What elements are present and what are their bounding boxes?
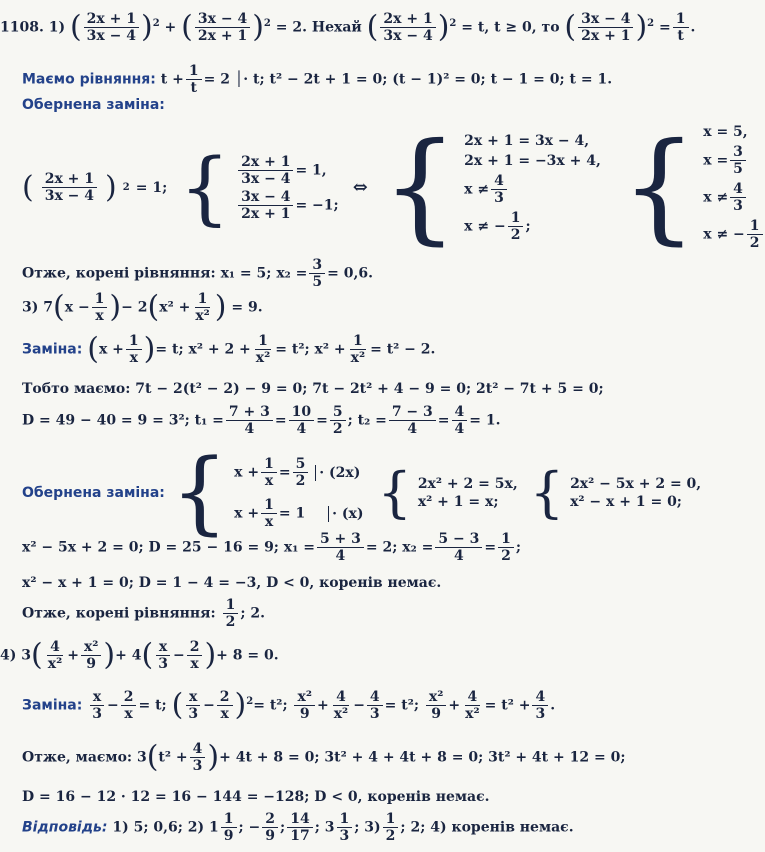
label: Маємо рівняння: bbox=[22, 71, 156, 88]
fraction: $\frac{2x + 1}{3x - 4}$ bbox=[238, 155, 293, 186]
fraction: $\frac{1}{9}$ bbox=[221, 812, 237, 843]
fraction: $\frac{14}{17}$ bbox=[287, 812, 312, 843]
fraction: $\frac{1}{t}$ bbox=[186, 64, 202, 95]
fraction: $\frac{x}{3}$ bbox=[155, 640, 171, 671]
fraction: $\frac{\text{x²}}{9}$ bbox=[426, 690, 446, 721]
fraction: $\frac{1}{\text{x²}}$ bbox=[255, 333, 271, 366]
fraction: $\frac{x}{3}$ bbox=[89, 690, 105, 721]
fraction: $\frac{1}{\text{x²}}$ bbox=[350, 333, 366, 366]
line-12: 4) 3( $\frac{4}{\text{x²}}$ + $\frac{\text{x²}}{9}$ )+ 4( $\frac{x}{3}$ − $\frac{2}{x}$ )+ 8 = 0. bbox=[0, 637, 279, 673]
fraction: $\frac{4}{4}$ bbox=[452, 405, 468, 436]
fraction: $\frac{1}{x}$ bbox=[126, 334, 142, 365]
line-4: Отже, корені рівняння: x₁ = 5; x₂ = $\frac{3}{5}$ = 0,6. bbox=[22, 257, 373, 290]
fraction: $\frac{5 + 3}{4}$ bbox=[317, 532, 364, 563]
fraction: $\frac{1}{3}$ bbox=[337, 812, 353, 843]
line-14: Отже, маємо: 3(t² + $\frac{4}{3}$ )+ 4t + 8 = 0; 3t² + 4 + 4t + 8 = 0; 3t² + 4t + 12 = 0; bbox=[22, 739, 626, 775]
fraction: $\frac{5 - 3}{4}$ bbox=[435, 532, 482, 563]
fraction: $\frac{\text{x²}}{9}$ bbox=[81, 640, 101, 671]
system-block-2: Обернена заміна: { x + $\frac{1}{x}$ = $\frac{5}{2}$ · (2x) x + $\frac{1}{x}$ = 1 · (x) { 2x² + 2 = 5x, x² + 1 = x; { 2x² − 5x + 2 = 0, x² − x + 1 = 0; bbox=[22, 440, 702, 545]
fraction: $\frac{2}{x}$ bbox=[217, 690, 233, 721]
line-13: Заміна: $\frac{x}{3}$ − $\frac{2}{x}$ = t; ( $\frac{x}{3}$ − $\frac{2}{x}$ )$^2$= t²; $\frac{\text{x²}}{9}$ + $\frac{4}{\text{x²}}$ − $\frac{4}{3}$ = t²; $\frac{\text{x²}}{9}$ + $\frac{4}{\text{x²}}$ = t² + $\frac{4}{3}$ . bbox=[22, 687, 556, 723]
answer-line: Відповідь: 1) 5; 0,6; 2) 1 $\frac{1}{9}$ ; − $\frac{2}{9}$ ; $\frac{14}{17}$ ; 3 $\frac{1}{3}$ ; 3) $\frac{1}{2}$ ; 2; 4) коренів немає. bbox=[22, 811, 574, 844]
fraction: $\frac{4}{3}$ bbox=[730, 182, 746, 213]
fraction: $\frac{1}{2}$ bbox=[747, 219, 763, 250]
fraction: $\frac{5}{2}$ bbox=[293, 457, 309, 488]
line-5: 3) 7(x − $\frac{1}{x}$ )− 2(x² + $\frac{1}{\text{x²}}$ ) = 9. bbox=[22, 289, 263, 325]
line-10: x² − x + 1 = 0; D = 1 − 4 = −3, D < 0, коренів немає. bbox=[22, 575, 442, 591]
problem-number: 1108. 1) bbox=[0, 19, 66, 36]
fraction: $\frac{3}{5}$ bbox=[730, 145, 746, 176]
fraction: $\frac{5}{2}$ bbox=[330, 405, 346, 436]
fraction: $\frac{1}{2}$ bbox=[223, 598, 239, 629]
fraction: $\frac{4}{\text{x²}}$ bbox=[465, 689, 480, 722]
fraction: $\frac{1}{2}$ bbox=[498, 532, 514, 563]
fraction: $\frac{4}{\text{x²}}$ bbox=[333, 689, 349, 722]
fraction: $\frac{3}{5}$ bbox=[309, 258, 325, 289]
fraction: $\frac{4}{3}$ bbox=[532, 690, 548, 721]
fraction: $\frac{4}{3}$ bbox=[491, 174, 507, 205]
line-9: x² − 5x + 2 = 0; D = 25 − 16 = 9; x₁ = $\frac{5 + 3}{4}$ = 2; x₂ = $\frac{5 - 3}{4}$ = $\frac{1}{2}$ ; bbox=[22, 531, 522, 564]
line-6: Заміна: (x + $\frac{1}{x}$ )= t; x² + 2 + $\frac{1}{\text{x²}}$ = t²; x² + $\frac{1}{\text{x²}}$ = t² − 2. bbox=[22, 331, 436, 367]
fraction: $\frac{2x + 1}{3x - 4}$ bbox=[42, 172, 97, 203]
fraction: $\frac{1}{x}$ bbox=[261, 498, 277, 529]
fraction: $\frac{1}{\text{x²}}$ bbox=[195, 291, 210, 324]
fraction: $\frac{2x + 1}{3x - 4}$ bbox=[84, 12, 139, 43]
fraction: $\frac{2}{x}$ bbox=[121, 690, 137, 721]
line-15: D = 16 − 12 · 12 = 16 − 144 = −128; D < 0, коренів немає. bbox=[22, 789, 490, 805]
fraction: $\frac{4}{\text{x²}}$ bbox=[47, 639, 63, 672]
fraction: $\frac{3x - 4}{2x + 1}$ bbox=[578, 12, 633, 43]
fraction: $\frac{7 - 3}{4}$ bbox=[389, 405, 436, 436]
fraction: $\frac{3x - 4}{2x + 1}$ bbox=[195, 12, 250, 43]
fraction: $\frac{2x + 1}{3x - 4}$ bbox=[380, 12, 435, 43]
fraction: $\frac{x}{3}$ bbox=[185, 690, 201, 721]
fraction: $\frac{3x - 4}{2x + 1}$ bbox=[238, 190, 293, 221]
fraction: $\frac{4}{3}$ bbox=[190, 742, 206, 773]
fraction: $\frac{2}{x}$ bbox=[187, 640, 203, 671]
label: Обернена заміна: bbox=[22, 97, 165, 113]
fraction: $\frac{1}{x}$ bbox=[92, 292, 108, 323]
line-11: Отже, корені рівняння: $\frac{1}{2}$ ; 2. bbox=[22, 597, 265, 630]
fraction: $\frac{1}{x}$ bbox=[261, 457, 277, 488]
fraction: $\frac{1}{2}$ bbox=[383, 812, 399, 843]
fraction: $\frac{2}{9}$ bbox=[262, 812, 278, 843]
line-2: Маємо рівняння: t + $\frac{1}{t}$ = 2 │· t; t² − 2t + 1 = 0; (t − 1)² = 0; t − 1 = 0; t = 1. bbox=[22, 63, 613, 96]
line-3 bbox=[22, 98, 165, 112]
system-block-1: ( $\frac{2x + 1}{3x - 4}$ ) 2 = 1; { $\frac{2x + 1}{3x - 4}$ = 1, $\frac{3x - 4}{2x + 1}$ = −1; ⇔ { 2x + 1 = 3x − 4, 2x + 1 = −3x + 4, x ≠ $\frac{4}{3}$ x ≠ − $\frac{1}{2}$ ; { x = 5, x = $\frac{3}{5}$ x ≠ $\frac{4}{3}$ x ≠ − $\frac{1}{2}$ bbox=[22, 125, 765, 250]
fraction: $\frac{10}{4}$ bbox=[289, 405, 314, 436]
line-7: Тобто маємо: 7t − 2(t² − 2) − 9 = 0; 7t − 2t² + 4 − 9 = 0; 2t² − 7t + 5 = 0; bbox=[22, 381, 604, 397]
fraction: $\frac{\text{x²}}{9}$ bbox=[294, 690, 314, 721]
fraction: $\frac{1}{t}$ bbox=[673, 12, 689, 43]
fraction: $\frac{4}{3}$ bbox=[367, 690, 383, 721]
fraction: $\frac{7 + 3}{4}$ bbox=[226, 405, 273, 436]
fraction: $\frac{1}{2}$ bbox=[508, 211, 524, 242]
line-8: D = 49 − 40 = 9 = 3²; t₁ = $\frac{7 + 3}{4}$ = $\frac{10}{4}$ = $\frac{5}{2}$ ; t₂ = $\frac{7 - 3}{4}$ = $\frac{4}{4}$ = 1. bbox=[22, 404, 501, 437]
answer-label: Відповідь: bbox=[22, 819, 108, 836]
line-1: 1108. 1) ( $\frac{2x + 1}{3x - 4}$ )$^2$ + ( $\frac{3x - 4}{2x + 1}$ )$^2$ = 2. Нехай ( $\frac{2x + 1}{3x - 4}$ )$^2$ = t, t ≥ 0, то ( $\frac{3x - 4}{2x + 1}$ )$^2$ = $\frac{1}{t}$ . bbox=[0, 9, 696, 45]
